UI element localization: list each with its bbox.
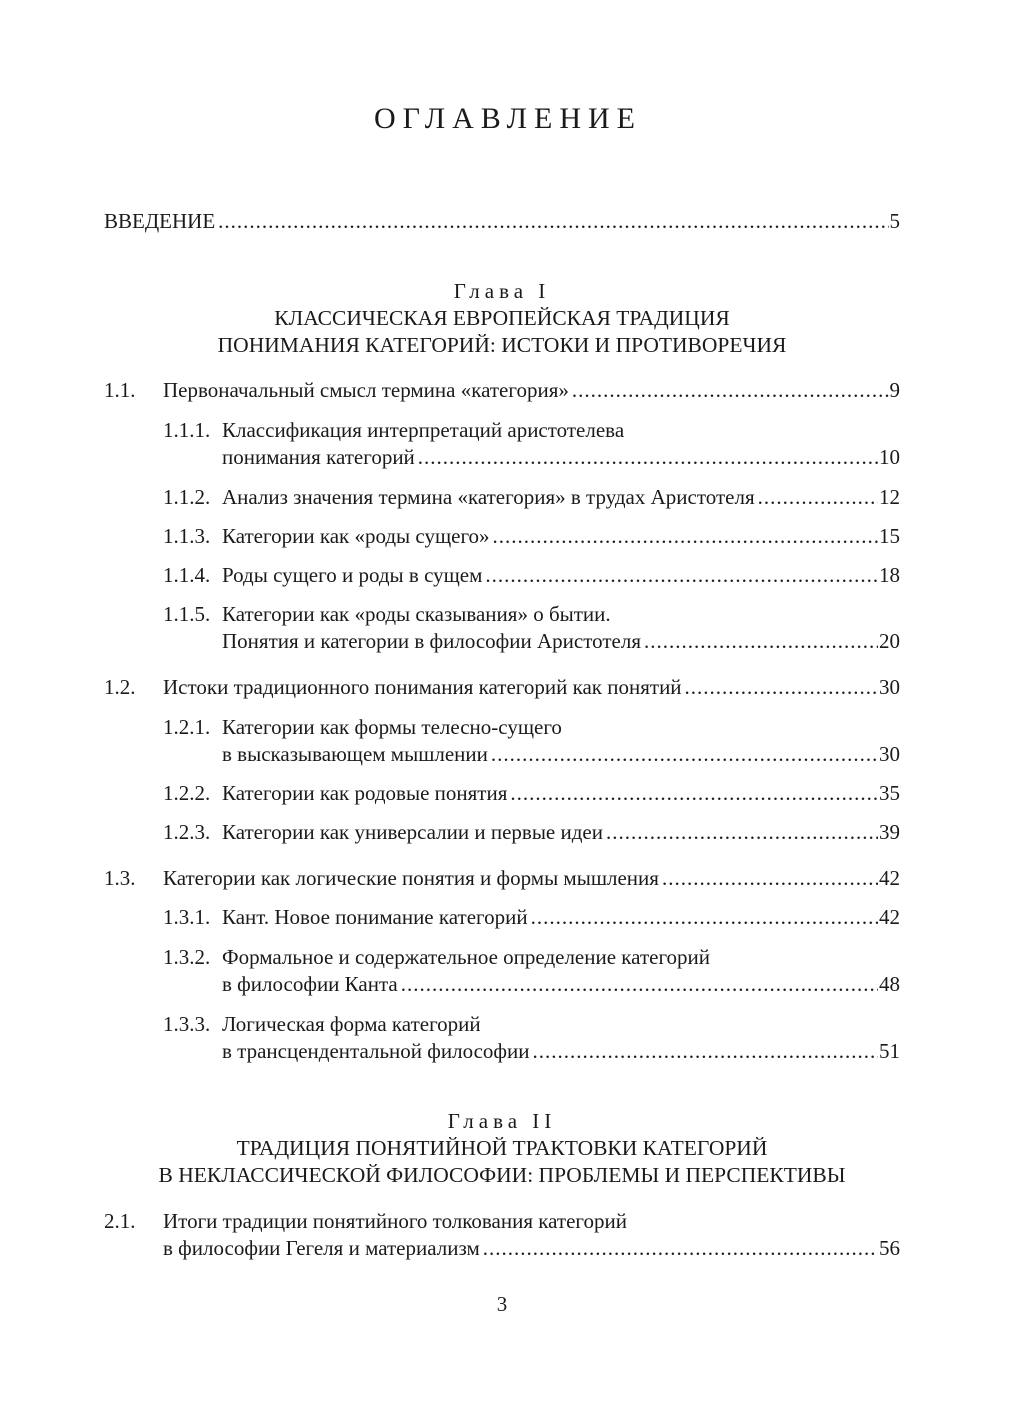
- toc-entry-text: Категории как логические понятия и формы мышления: [163, 866, 659, 890]
- toc-entry-intro[interactable]: [104, 208, 900, 234]
- leader-dots: [572, 377, 889, 403]
- toc-entry-page: 42: [879, 866, 900, 890]
- toc-entry-text: Анализ значения термина «категория» в трудах Аристотеля: [222, 485, 755, 509]
- toc-entry-number: 1.3.1.: [163, 905, 211, 929]
- toc-entry-number: 1.1.2.: [163, 485, 211, 509]
- toc-entry-text: в высказывающем мышлении: [222, 742, 488, 766]
- chapter-1-label: Глава I: [453, 279, 551, 303]
- leader-dots: [493, 523, 878, 549]
- toc-entry-1-1-1[interactable]: [222, 444, 900, 470]
- toc-entry-1-2-2[interactable]: [222, 780, 900, 806]
- toc-entry-page: 48: [879, 972, 900, 996]
- toc-entry-text-line1: Формальное и содержательное определение категорий: [222, 945, 711, 969]
- toc-entry-number: 1.3.: [104, 866, 136, 890]
- toc-entry-page: 35: [879, 781, 900, 805]
- toc-entry-number: 1.1.5.: [163, 602, 211, 626]
- toc-entry-number: 1.3.2.: [163, 945, 211, 969]
- page-number: 3: [496, 1292, 508, 1316]
- toc-entry-page: 51: [879, 1039, 900, 1063]
- leader-dots: [418, 444, 878, 470]
- toc-entry-text: Категории как «роды сущего»: [222, 524, 490, 548]
- leader-dots: [483, 1235, 878, 1261]
- leader-dots: [510, 780, 878, 806]
- toc-entry-1-1-4[interactable]: [222, 562, 900, 588]
- toc-entry-page: 18: [879, 563, 900, 587]
- leader-dots: [533, 1038, 879, 1064]
- toc-entry-1-3-2[interactable]: [222, 971, 900, 997]
- toc-entry-text: в философии Канта: [222, 972, 398, 996]
- leader-dots: [491, 741, 878, 767]
- toc-entry-2-1[interactable]: [163, 1235, 900, 1261]
- toc-entry-page: 56: [879, 1236, 900, 1260]
- leader-dots: [662, 865, 878, 891]
- leader-dots: [485, 562, 878, 588]
- leader-dots: [401, 971, 878, 997]
- toc-entry-page: 12: [879, 485, 900, 509]
- toc-entry-number: 1.1.: [104, 378, 136, 402]
- toc-entry-page: 20: [879, 629, 900, 653]
- chapter-2-label: Глава II: [447, 1109, 557, 1133]
- toc-entry-text-line1: Категории как «роды сказывания» о бытии.: [222, 602, 611, 626]
- toc-entry-text: Истоки традиционного понимания категорий как понятий: [163, 675, 682, 699]
- toc-entry-text-line1: Классификация интерпретаций аристотелева: [222, 418, 625, 442]
- toc-entry-text: Роды сущего и роды в сущем: [222, 563, 483, 587]
- toc-entry-number: 1.2.1.: [163, 715, 211, 739]
- toc-entry-1-3-1[interactable]: [222, 904, 900, 930]
- toc-entry-text: в трансцендентальной философии: [222, 1039, 530, 1063]
- leader-dots: [531, 904, 878, 930]
- toc-entry-1-1-2[interactable]: [222, 484, 900, 510]
- toc-entry-1-1-5[interactable]: [222, 628, 900, 654]
- toc-entry-page: 5: [889, 209, 900, 233]
- toc-entry-number: 1.1.3.: [163, 524, 211, 548]
- toc-entry-page: 42: [879, 905, 900, 929]
- leader-dots: [606, 819, 878, 845]
- toc-entry-1-2-1[interactable]: [222, 741, 900, 767]
- toc-entry-1-3[interactable]: [163, 865, 900, 891]
- toc-entry-number: 1.3.3.: [163, 1012, 211, 1036]
- chapter-1-title-line1: КЛАССИЧЕСКАЯ ЕВРОПЕЙСКАЯ ТРАДИЦИЯ: [274, 306, 730, 330]
- toc-entry-text: Категории как универсалии и первые идеи: [222, 820, 603, 844]
- toc-entry-text: понимания категорий: [222, 445, 415, 469]
- toc-entry-number: 1.1.4.: [163, 563, 211, 587]
- chapter-2-title-line2: В НЕКЛАССИЧЕСКОЙ ФИЛОСОФИИ: ПРОБЛЕМЫ И ПЕРСПЕКТИВЫ: [158, 1163, 846, 1187]
- toc-entry-text: Понятия и категории в философии Аристотеля: [222, 629, 642, 653]
- page-title: ОГЛАВЛЕНИЕ: [374, 102, 642, 135]
- toc-entry-number: 1.2.2.: [163, 781, 211, 805]
- chapter-2-title-line1: ТРАДИЦИЯ ПОНЯТИЙНОЙ ТРАКТОВКИ КАТЕГОРИЙ: [236, 1136, 768, 1160]
- toc-entry-page: 30: [879, 675, 900, 699]
- toc-entry-1-1-3[interactable]: [222, 523, 900, 549]
- toc-entry-text: Категории как родовые понятия: [222, 781, 508, 805]
- toc-entry-text: в философии Гегеля и материализм: [163, 1236, 480, 1260]
- toc-entry-page: 9: [889, 378, 900, 402]
- toc-entry-page: 39: [879, 820, 900, 844]
- toc-entry-text: Кант. Новое понимание категорий: [222, 905, 528, 929]
- toc-entry-text-line1: Итоги традиции понятийного толкования категорий: [163, 1209, 627, 1233]
- leader-dots: [218, 208, 888, 234]
- toc-entry-page: 15: [879, 524, 900, 548]
- toc-entry-text: Первоначальный смысл термина «категория»: [163, 378, 569, 402]
- toc-entry-1-3-3[interactable]: [222, 1038, 900, 1064]
- leader-dots: [644, 628, 878, 654]
- toc-entry-text-line1: Логическая форма категорий: [222, 1012, 481, 1036]
- toc-entry-1-2-3[interactable]: [222, 819, 900, 845]
- toc-entry-number: 1.2.: [104, 675, 136, 699]
- toc-entry-number: 2.1.: [104, 1209, 136, 1233]
- toc-entry-text-line1: Категории как формы телесно-сущего: [222, 715, 562, 739]
- toc-entry-number: 1.2.3.: [163, 820, 211, 844]
- toc-entry-page: 30: [879, 742, 900, 766]
- leader-dots: [758, 484, 878, 510]
- toc-entry-1-1[interactable]: [163, 377, 900, 403]
- leader-dots: [685, 674, 878, 700]
- toc-entry-1-2[interactable]: [163, 674, 900, 700]
- toc-entry-text: ВВЕДЕНИЕ: [104, 209, 216, 233]
- toc-entry-number: 1.1.1.: [163, 418, 211, 442]
- chapter-1-title-line2: ПОНИМАНИЯ КАТЕГОРИЙ: ИСТОКИ И ПРОТИВОРЕЧИЯ: [217, 333, 787, 357]
- toc-entry-page: 10: [879, 445, 900, 469]
